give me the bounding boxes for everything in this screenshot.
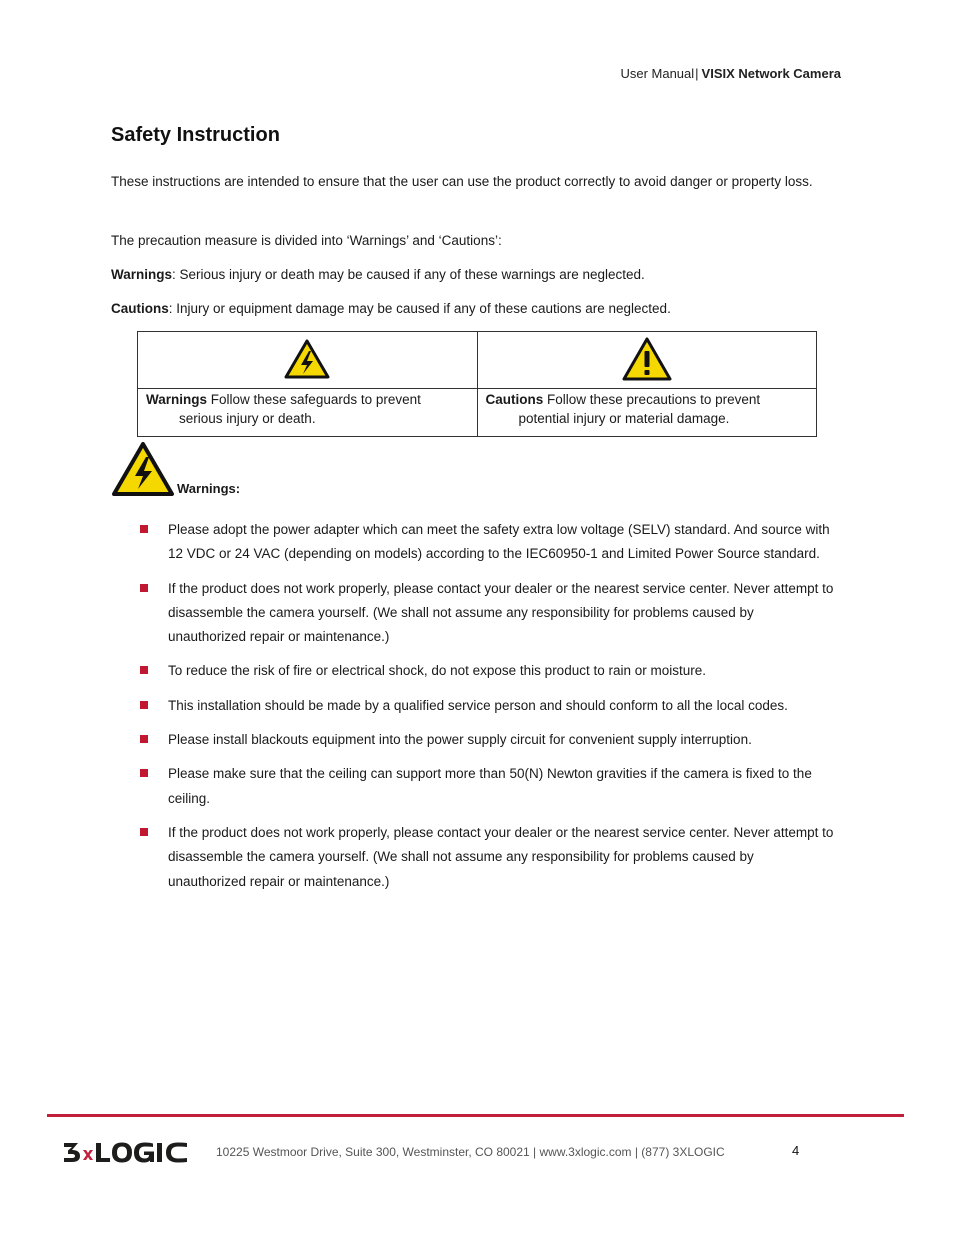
caution-description-label: Cautions bbox=[485, 392, 544, 407]
header-separator: | bbox=[695, 66, 699, 81]
warnings-heading-label: Warnings: bbox=[177, 481, 241, 496]
precaution-paragraph: The precaution measure is divided into ‘Warnings’ and ‘Cautions’: bbox=[111, 233, 502, 248]
list-item bbox=[140, 577, 835, 650]
list-item bbox=[140, 821, 835, 894]
caution-symbol-cell bbox=[477, 332, 817, 389]
warning-description-line2: serious injury or death. bbox=[179, 411, 316, 426]
cautions-definition-text: : Injury or equipment damage may be caused if any of these cautions are neglected. bbox=[168, 301, 671, 316]
warning-description-cell bbox=[138, 389, 478, 437]
warning-description-text: Follow these safeguards to prevent bbox=[207, 392, 421, 407]
list-item bbox=[140, 762, 835, 811]
warnings-heading bbox=[111, 441, 240, 497]
warning-symbol-cell bbox=[138, 332, 478, 389]
cautions-term: Cautions bbox=[111, 301, 169, 316]
list-item-text: To reduce the risk of fire or electrical shock, do not expose this product to rain or moisture. bbox=[168, 663, 707, 679]
list-item-text: Please make sure that the ceiling can support more than 50(N) Newton gravities if the camera is fixed to the ceiling. bbox=[168, 766, 812, 806]
square-bullet-icon bbox=[140, 769, 148, 777]
warnings-definition bbox=[111, 263, 836, 287]
header-doc-type: User Manual bbox=[620, 66, 695, 81]
list-item bbox=[140, 659, 835, 683]
page-title: Safety Instruction bbox=[111, 124, 280, 146]
warnings-definition-text: : Serious injury or death may be caused if any of these warnings are neglected. bbox=[172, 267, 645, 282]
warning-description-label: Warnings bbox=[146, 392, 208, 407]
symbols-table bbox=[137, 331, 817, 437]
square-bullet-icon bbox=[140, 828, 148, 836]
list-item bbox=[140, 694, 835, 718]
caution-description-line2: potential injury or material damage. bbox=[518, 411, 730, 426]
symbols-text-row bbox=[138, 389, 817, 437]
3xlogic-logo bbox=[62, 1139, 192, 1165]
square-bullet-icon bbox=[140, 701, 148, 709]
footer-divider bbox=[47, 1114, 904, 1117]
running-header bbox=[620, 66, 841, 81]
square-bullet-icon bbox=[140, 584, 148, 592]
high-voltage-warning-icon bbox=[111, 441, 175, 497]
list-item bbox=[140, 518, 835, 567]
list-item-text: This installation should be made by a qualified service person and should conform to all the local codes. bbox=[168, 697, 788, 713]
caution-description-cell bbox=[477, 389, 817, 437]
list-item-text: Please install blackouts equipment into the power supply circuit for convenient supply interruption. bbox=[168, 732, 752, 748]
exclamation-caution-icon bbox=[622, 337, 672, 381]
page-number: 4 bbox=[792, 1143, 800, 1158]
square-bullet-icon bbox=[140, 666, 148, 674]
warnings-term: Warnings bbox=[111, 267, 173, 282]
list-item bbox=[140, 728, 835, 752]
square-bullet-icon bbox=[140, 525, 148, 533]
list-item-text: Please adopt the power adapter which can meet the safety extra low voltage (SELV) standard. And source with 12 VDC or 24 VAC (depending on models) according to the IEC60950-1 and Limited Power Source standard. bbox=[168, 522, 830, 562]
square-bullet-icon bbox=[140, 735, 148, 743]
warnings-list bbox=[140, 518, 835, 904]
symbols-icon-row bbox=[138, 332, 817, 389]
header-product-name: VISIX Network Camera bbox=[701, 66, 841, 81]
cautions-definition bbox=[111, 297, 836, 321]
list-item-text: If the product does not work properly, please contact your dealer or the nearest service center. Never attempt to disassemble the camera yourself. (We shall not assume any responsibility for problems caused by unauthorized repair or maintenance.) bbox=[168, 824, 834, 889]
intro-paragraph: These instructions are intended to ensure that the user can use the product correctly to avoid danger or property loss. bbox=[111, 174, 813, 189]
footer-contact-info: 10225 Westmoor Drive, Suite 300, Westminster, CO 80021 | www.3xlogic.com | (877) 3XLOGIC bbox=[216, 1145, 725, 1159]
warning-description-line1 bbox=[146, 390, 469, 409]
caution-description-text: Follow these precautions to prevent bbox=[543, 392, 761, 407]
caution-description-line1 bbox=[486, 390, 809, 409]
list-item-text: If the product does not work properly, please contact your dealer or the nearest service center. Never attempt to disassemble the camera yourself. (We shall not assume any responsibility for problems caused by unauthorized repair or maintenance.) bbox=[168, 580, 834, 645]
high-voltage-warning-icon bbox=[284, 339, 330, 379]
